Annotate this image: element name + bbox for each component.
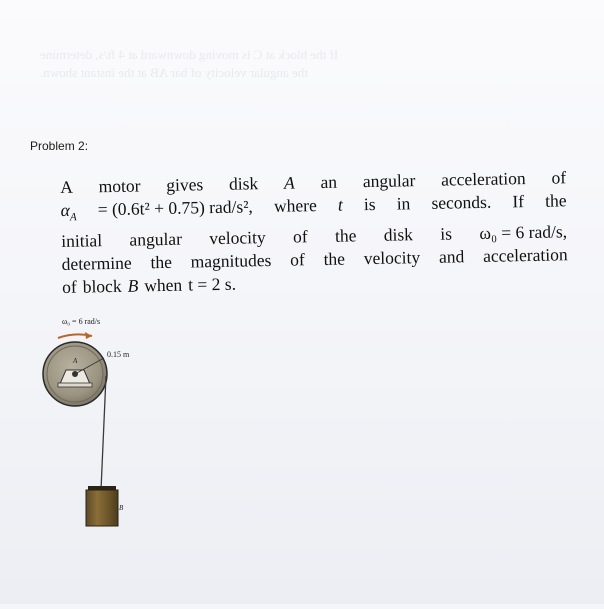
word: an — [320, 171, 338, 192]
ghost-line: the angular velocity of bar AB at the instant shown. — [40, 65, 308, 80]
word: velocity — [363, 246, 421, 268]
word: the — [544, 190, 567, 211]
word: is — [363, 193, 376, 215]
word: If — [512, 191, 525, 212]
block-b — [86, 490, 118, 526]
disk-label: A — [73, 357, 78, 365]
word: of — [61, 276, 77, 297]
word: seconds. — [431, 191, 492, 213]
word: the — [150, 251, 173, 272]
word: where — [273, 195, 317, 216]
word: angular — [362, 170, 416, 192]
word: disk — [228, 173, 259, 194]
word: when — [144, 274, 183, 295]
word: gives — [166, 174, 204, 195]
ghost-line: If the block at C is moving downward at 4 ft/s, determine — [40, 47, 339, 62]
word-italic: A — [283, 172, 295, 193]
word: magnitudes — [190, 249, 272, 272]
word: the — [323, 248, 346, 269]
word: is — [440, 222, 453, 244]
motor-base — [58, 383, 92, 387]
word: the — [334, 224, 357, 246]
cord — [101, 376, 106, 490]
word: of — [551, 167, 567, 188]
word-italic: t — [337, 194, 343, 215]
word: angular — [129, 228, 183, 250]
rotation-arrow-head — [85, 332, 92, 339]
word: velocity — [209, 226, 266, 248]
omega-expression: ω₀ = 6 rad/s, — [479, 220, 568, 243]
word: disk — [383, 223, 414, 245]
word: acceleration — [440, 168, 526, 190]
word: in — [396, 193, 411, 214]
problem-label: Problem 2: — [30, 139, 89, 153]
word: initial — [61, 229, 103, 251]
alpha-expression: = (0.6t² + 0.75) rad/s², — [97, 196, 254, 220]
block-label: B — [119, 504, 124, 512]
word: determine — [61, 252, 132, 274]
word: and — [438, 245, 465, 267]
word: motor — [98, 175, 141, 197]
omega-label: ω₀ = 6 rad/s — [62, 317, 101, 326]
word-italic: B — [127, 275, 139, 296]
alpha-symbol: $\alpha_A$ — [60, 199, 77, 224]
word: acceleration — [482, 243, 568, 266]
word: of — [289, 248, 305, 270]
word: block — [82, 275, 122, 297]
radius-label: 0.15 m — [107, 350, 130, 359]
word: of — [292, 225, 308, 247]
time-expression: t = 2 s. — [187, 273, 237, 295]
word: A — [60, 176, 74, 197]
